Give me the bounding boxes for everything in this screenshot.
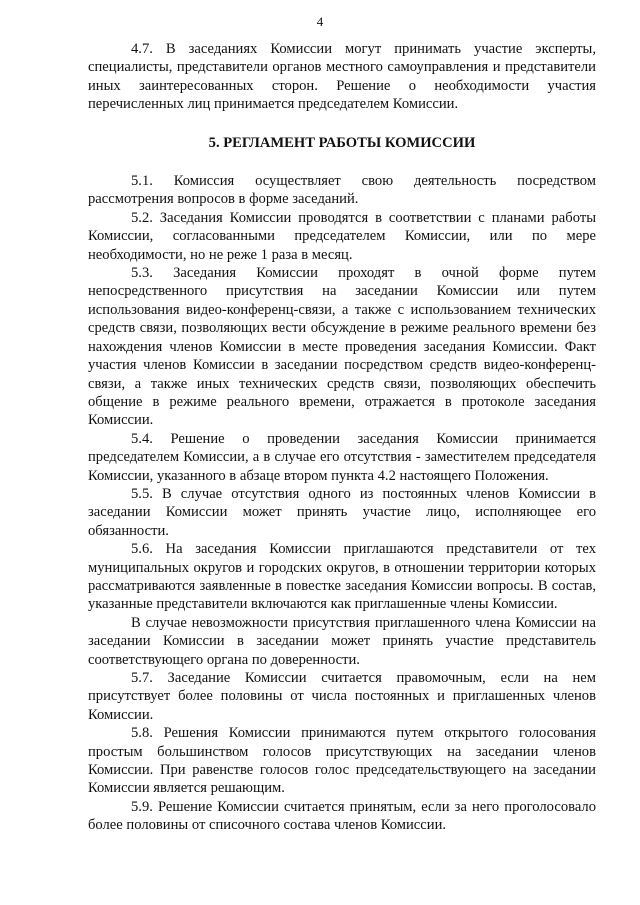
paragraph-5-1: 5.1. Комиссия осуществляет свою деятельность посредством рассмотрения вопросов в форме заседаний. — [88, 173, 596, 208]
paragraph-5-5: 5.5. В случае отсутствия одного из постоянных членов Комиссии в заседании Комиссии может принять участие лицо, исполняющее его обязанности. — [88, 485, 596, 539]
paragraph-5-8: 5.8. Решения Комиссии принимаются путем открытого голосования простым большинством голосов присутствующих на заседании членов Комиссии. При равенстве голосов голос председательствующего на заседании Комиссии является решающим. — [88, 725, 596, 797]
paragraph-5-7: 5.7. Заседание Комиссии считается правомочным, если на нем присутствует более половины от числа постоянных и приглашенных членов Комиссии. — [88, 670, 596, 723]
paragraph-5-9: 5.9. Решение Комиссии считается принятым, если за него проголосовало более половины от списочного состава членов Комиссии. — [88, 798, 596, 834]
paragraph-5-4: 5.4. Решение о проведении заседания Комиссии принимается председателем Комиссии, а в случае его отсутствия - заместителем председателя Комиссии, указанного в абзаце втором пункта 4.2 настоящего Положения. — [88, 430, 596, 484]
section-heading: 5. РЕГЛАМЕНТ РАБОТЫ КОМИССИИ — [208, 134, 476, 151]
paragraph-5-6: 5.6. На заседания Комиссии приглашаются представители от тех муниципальных округов и городских округов, в отношении территории которых рассматриваются заявленные в повестке заседания Комиссии вопросы. В состав, указанные представители включаются как приглашенные члены Комиссии. — [88, 541, 596, 613]
document-body — [88, 40, 596, 835]
paragraph-5-2: 5.2. Заседания Комиссии проводятся в соответствии с планами работы Комиссии, согласованными председателем Комиссии, или по мере необходимости, но не реже 1 раза в месяц. — [88, 209, 596, 263]
page-number: 4 — [316, 14, 324, 29]
paragraph-4-7: 4.7. В заседаниях Комиссии могут принимать участие эксперты, специалисты, представители органов местного самоуправления и представители иных заинтересованных сторон. Решение о необходимости участия перечисленных лиц принимается председателем Комиссии. — [88, 41, 596, 113]
paragraph-5-3: 5.3. Заседания Комиссии проходят в очной форме путем непосредственного присутствия на заседании Комиссии или путем использования видео-конференц-связи, а также с использованием технических средств связи, позволяющих вести обсуждение в режиме реального времени без нахождения членов Комиссии в месте проведения заседания Комиссии. Факт участия членов Комиссии в заседании посредством средств видео-конференц-связи, а также иных технических средств связи, позволяющих обеспечить общение в режиме реального времени, отражается в протоколе заседания Комиссии. — [88, 265, 596, 429]
paragraph-5-6-continued: В случае невозможности присутствия приглашенного члена Комиссии на заседании Комиссии в заседании может принять участие представитель соответствующего органа по доверенности. — [88, 614, 596, 668]
